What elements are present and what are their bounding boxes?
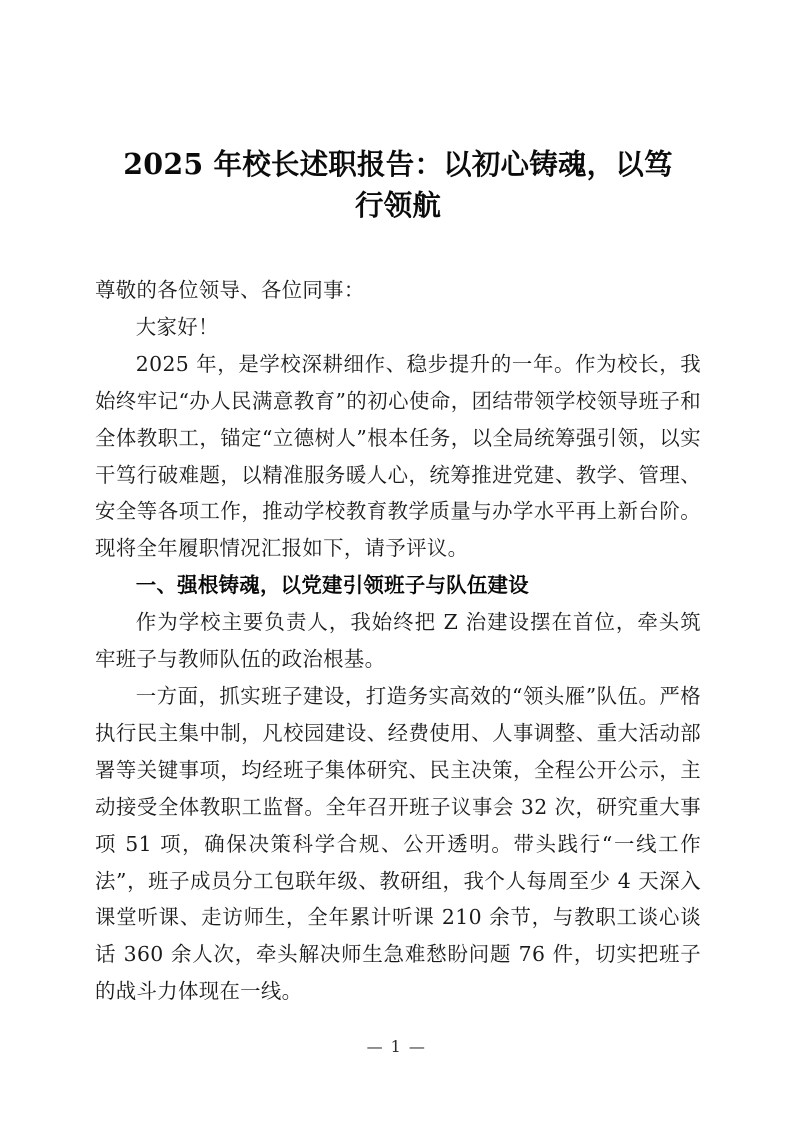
document-title-line-1: 2025 年校长述职报告：以初心铸魂，以笃 <box>123 147 673 181</box>
paragraph-salutation: 尊敬的各位领导、各位同事： <box>95 278 365 302</box>
paragraph-greeting: 大家好！ <box>135 314 219 339</box>
page-number-footer: — 1 — <box>366 1037 427 1056</box>
document-title-line-2: 行领航 <box>354 188 442 222</box>
paragraph-section-1-body-1: 一方面，抓实班子建设，打造务实高效的“领头雁”队伍。严格执行民主集中制，凡校园建设、经费使用、人事调整、重大活动部署等关键事项，均经班子集体研究、民主决策，全程公开公示，主动接受全体教职工监督。全年召开班子议事会 32 次，研究重大事项 51 项，确保决策科学合规、公开透明。带头践行“一线工作法”，班子成员分工包联年级、教研组，我个人每周至少 4 天深入课堂听课、走访师生，全年累计听课 210 余节，与教职工谈心谈话 360 余人次，牵头解决师生急难愁盼问题 76 件，切实把班子的战斗力体现在一线。 <box>95 683 701 1004</box>
paragraph-opening: 2025 年，是学校深耕细作、稳步提升的一年。作为校长，我始终牢记“办人民满意教育”的初心使命，团结带领学校领导班子和全体教职工，锚定“立德树人”根本任务，以全局统筹强引领，以实干笃行破难题，以精准服务暖人心，统筹推进党建、教学、管理、安全等各项工作，推动学校教育教学质量与办学水平再上新台阶。现将全年履职情况汇报如下，请予评议。 <box>95 351 701 561</box>
document-title <box>96 144 700 226</box>
document-body <box>95 272 701 1010</box>
section-heading-1: 一、强根铸魂，以党建引领班子与队伍建设 <box>135 573 529 598</box>
paragraph-section-1-intro: 作为学校主要负责人，我始终把 Z 治建设摆在首位，牵头筑牢班子与教师队伍的政治根基。 <box>95 610 701 672</box>
